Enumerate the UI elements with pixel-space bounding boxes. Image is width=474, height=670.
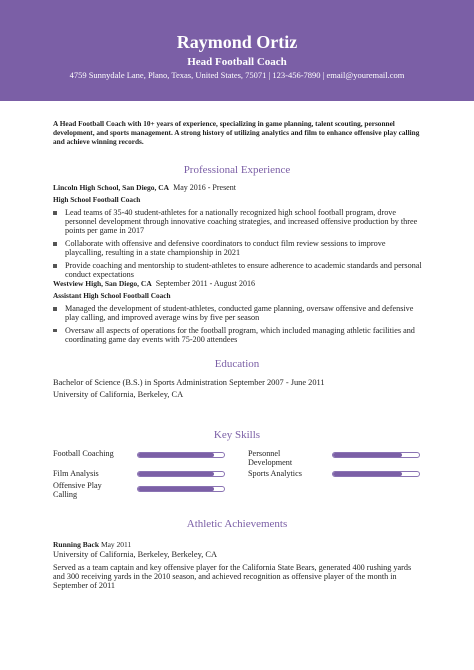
achievement-description: Served as a team captain and key offensive player for the California State Bears, generated 400 rushing yards and 300 receiving yards in the 2010 season, and achieved recognition as offensive player of the month in September of 2011 xyxy=(53,563,412,591)
skill-label: Film Analysis xyxy=(53,469,99,478)
job-1-bullets xyxy=(53,208,425,283)
bullet-icon xyxy=(53,211,57,215)
skill-bar-fill xyxy=(138,472,214,476)
skill-label: Personnel Development xyxy=(248,449,293,468)
education-school: University of California, Berkeley, CA xyxy=(53,390,184,399)
bullet-icon xyxy=(53,264,57,268)
list-item: Collaborate with offensive and defensive coordinators to conduct film review sessions to improve playcalling, resulting in a state championship in 2021 xyxy=(53,239,425,257)
bullet-icon xyxy=(53,307,57,311)
skill-bar xyxy=(332,471,420,477)
achievements-section-title: Athletic Achievements xyxy=(186,518,288,530)
education-section-title: Education xyxy=(214,358,260,370)
job-2-employer: Westview High, San Diego, CA xyxy=(53,279,152,288)
achievement-school: University of California, Berkeley, Berkeley, CA xyxy=(53,550,218,559)
achievement-date: May 2011 xyxy=(100,540,132,549)
list-item: Oversaw all aspects of operations for the football program, which included managing athletic facilities and coordinating game day events with 75-200 attendees xyxy=(53,326,425,344)
skill-bar-fill xyxy=(333,453,402,457)
job-2-position: Assistant High School Football Coach xyxy=(53,291,171,300)
skill-bar xyxy=(332,452,420,458)
skill-bar xyxy=(137,452,225,458)
bullet-icon xyxy=(53,242,57,246)
achievement-header xyxy=(53,540,131,550)
list-item: Lead teams of 35-40 student-athletes for a nationally recognized high school football program, drove personnel development through innovative coaching strategies, and increased offensive production by three points per game in 2017 xyxy=(53,208,425,236)
job-2-header xyxy=(53,279,255,289)
candidate-name: Raymond Ortiz xyxy=(176,32,298,52)
contact-info: 4759 Sunnydale Lane, Plano, Texas, United States, 75071 | 123-456-7890 | email@youremail.com xyxy=(69,70,405,80)
candidate-role: Head Football Coach xyxy=(187,56,287,68)
skill-bar-fill xyxy=(138,487,214,491)
job-1-employer: Lincoln High School, San Diego, CA xyxy=(53,183,170,192)
skill-bar-fill xyxy=(333,472,402,476)
skill-bar xyxy=(137,471,225,477)
skill-bar-fill xyxy=(138,453,214,457)
skills-section-title: Key Skills xyxy=(213,429,261,441)
job-2-bullets xyxy=(53,304,425,348)
education-degree: Bachelor of Science (B.S.) in Sports Administration September 2007 - June 2011 xyxy=(53,378,325,387)
professional-summary: A Head Football Coach with 10+ years of experience, specializing in game planning, talent scouting, personnel development, and sports management. A strong history of utilizing analytics and film to enhance offensive play calling and achieve winning records. xyxy=(53,119,420,146)
job-1-header xyxy=(53,183,236,193)
job-2-dates: September 2011 - August 2016 xyxy=(155,279,256,288)
resume-header xyxy=(0,0,474,101)
job-1-dates: May 2016 - Present xyxy=(173,183,236,192)
skill-label: Sports Analytics xyxy=(248,469,302,478)
experience-section-title: Professional Experience xyxy=(183,164,291,176)
bullet-icon xyxy=(53,329,57,333)
skill-label: Football Coaching xyxy=(53,449,114,458)
list-item: Managed the development of student-athletes, conducted game planning, oversaw offensive and defensive play calling, and improved average wins by five per season xyxy=(53,304,425,322)
list-item: Provide coaching and mentorship to student-athletes to ensure adherence to academic standards and personal conduct expectations xyxy=(53,261,425,279)
skill-label: Offensive Play Calling xyxy=(53,481,102,500)
job-1-position: High School Football Coach xyxy=(53,195,141,204)
achievement-position: Running Back xyxy=(53,540,100,549)
skill-bar xyxy=(137,486,225,492)
